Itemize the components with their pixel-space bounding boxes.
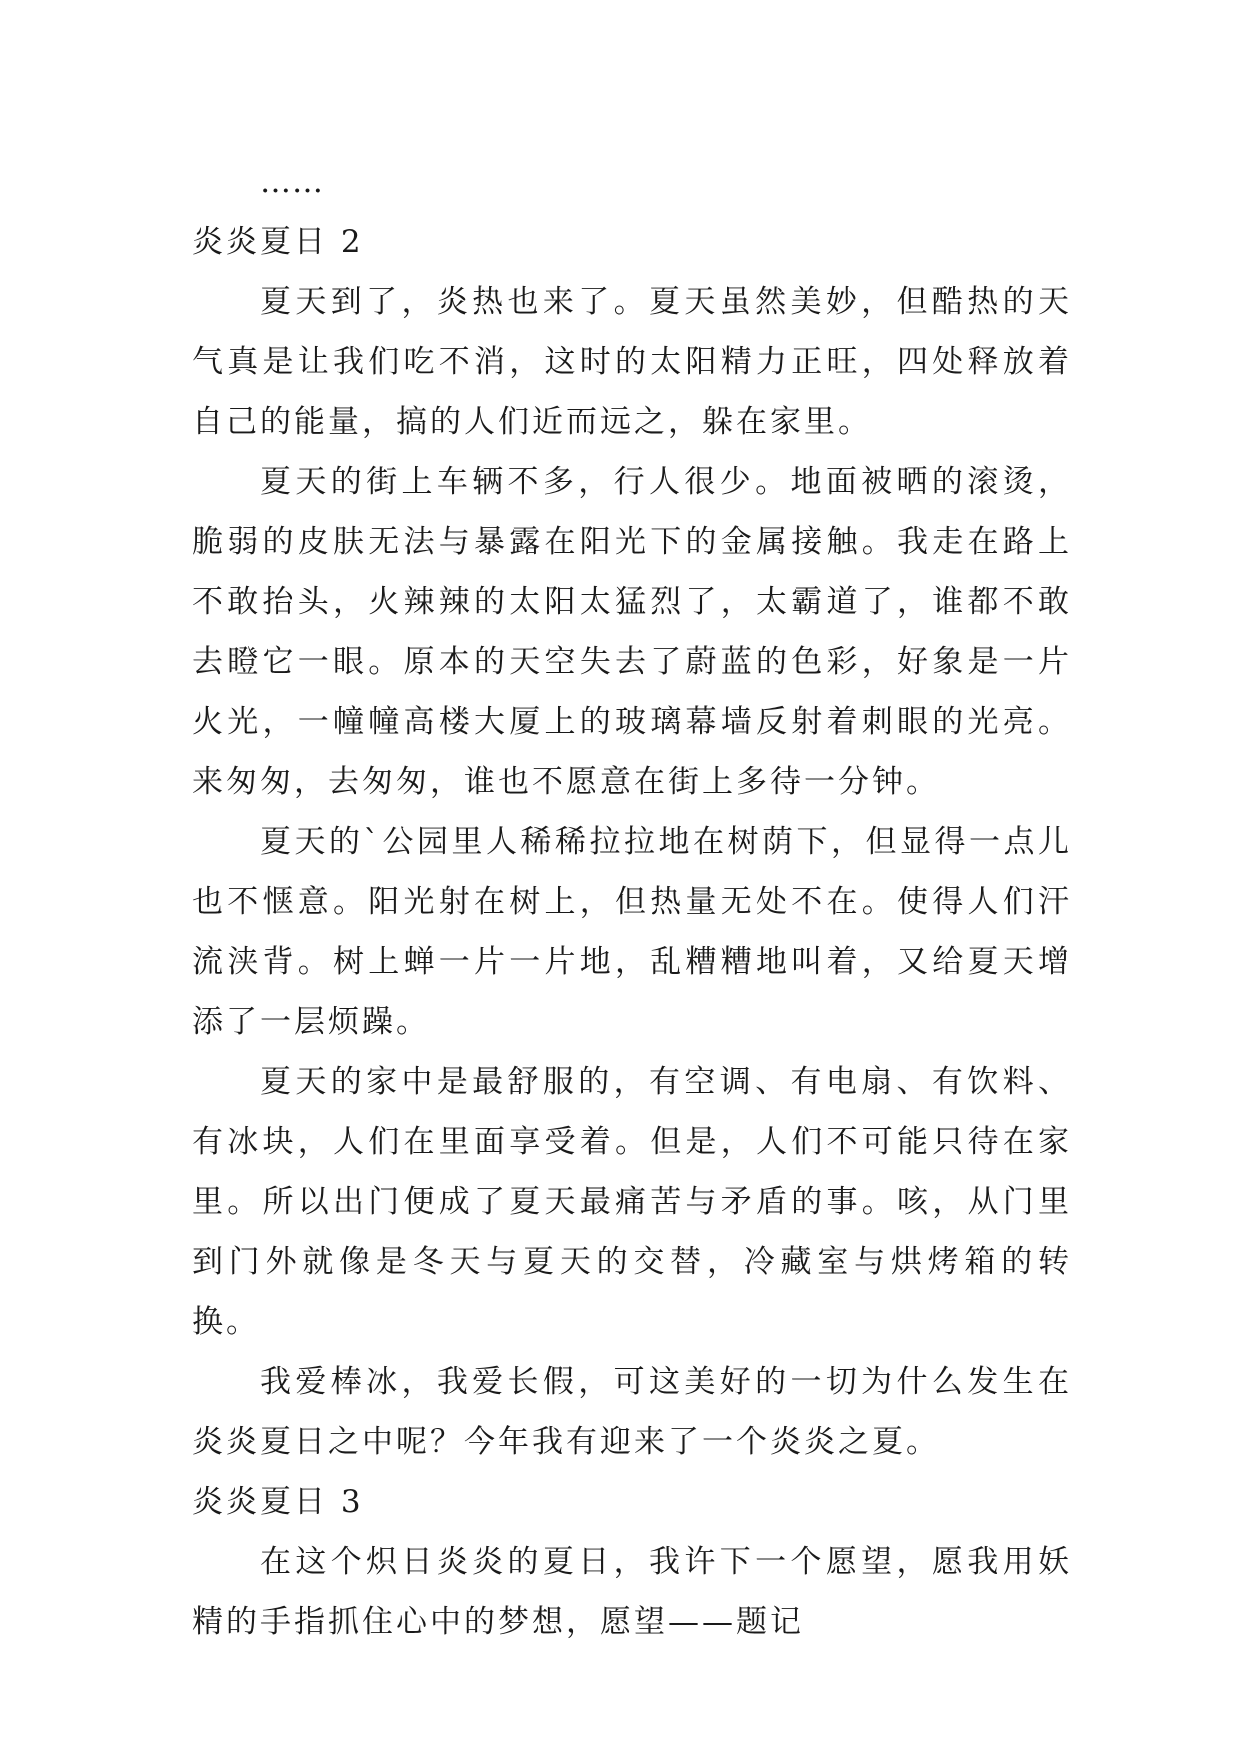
section-heading: 炎炎夏日 3 [192, 1484, 364, 1520]
paragraph: 在这个炽日炎炎的夏日，我许下一个愿望，愿我用妖精的手指抓住心中的梦想，愿望——题记 [192, 1544, 1072, 1640]
ellipsis-marker: …… [260, 164, 324, 200]
paragraph: 夏天的家中是最舒服的，有空调、有电扇、有饮料、有冰块，人们在里面享受着。但是，人们不可能只待在家里。所以出门便成了夏天最痛苦与矛盾的事。咳，从门里到门外就像是冬天与夏天的交替，冷藏室与烘烤箱的转换。 [192, 1064, 1072, 1340]
paragraph: 夏天到了，炎热也来了。夏天虽然美妙，但酷热的天气真是让我们吃不消，这时的太阳精力正旺，四处释放着自己的能量，搞的人们近而远之，躲在家里。 [192, 284, 1072, 440]
section-heading: 炎炎夏日 2 [192, 224, 364, 260]
paragraph: 夏天的街上车辆不多，行人很少。地面被晒的滚烫，脆弱的皮肤无法与暴露在阳光下的金属接触。我走在路上不敢抬头，火辣辣的太阳太猛烈了，太霸道了，谁都不敢去瞪它一眼。原本的天空失去了蔚蓝的色彩，好象是一片火光，一幢幢高楼大厦上的玻璃幕墙反射着刺眼的光亮。来匆匆，去匆匆，谁也不愿意在街上多待一分钟。 [192, 464, 1072, 800]
paragraph: 夏天的`公园里人稀稀拉拉地在树荫下，但显得一点儿也不惬意。阳光射在树上，但热量无处不在。使得人们汗流浃背。树上蝉一片一片地，乱糟糟地叫着，又给夏天增添了一层烦躁。 [192, 824, 1072, 1040]
paragraph: 我爱棒冰，我爱长假，可这美好的一切为什么发生在炎炎夏日之中呢？今年我有迎来了一个炎炎之夏。 [192, 1364, 1072, 1460]
document-page [192, 152, 1072, 1652]
